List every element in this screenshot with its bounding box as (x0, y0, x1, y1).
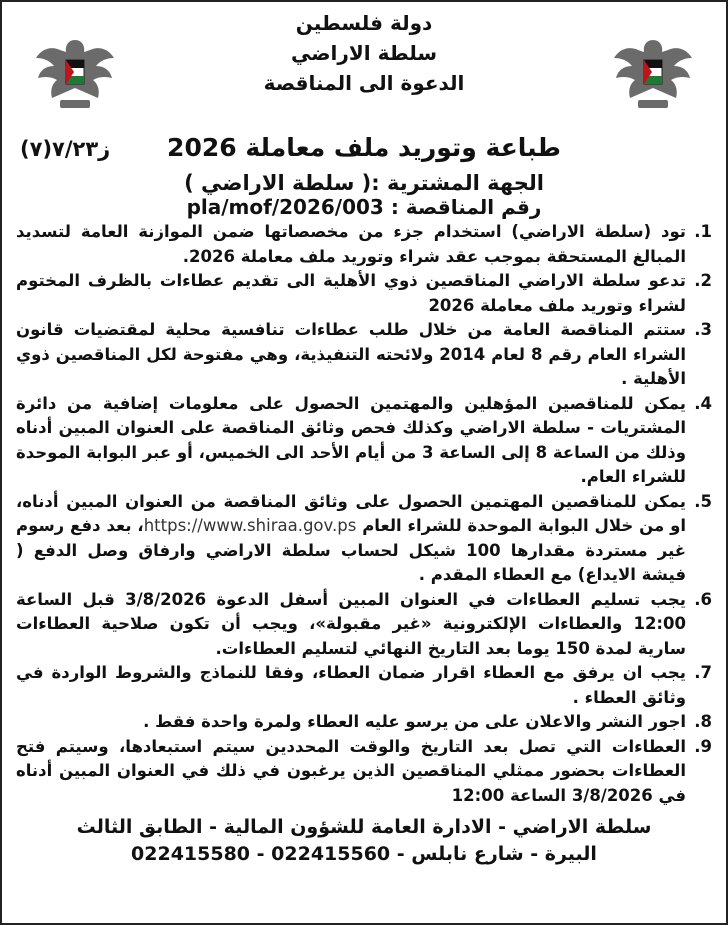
page-title: طباعة وتوريد ملف معاملة 2026 (167, 133, 561, 162)
item-text: يمكن للمناقصين المؤهلين والمهتمين الحصول على معلومات إضافية من دائرة المشتريات - سلطة الاراضي وكذلك فحص وثائق المناقصة على العنوان المبين أدناه وذلك من الساعة 8 إلى الساعة 3 من أيام الأحد الى الخميس، أو عبر البوابة الموحدة للشراء العام. (16, 393, 686, 486)
state-name: دولة فلسطين (295, 11, 433, 35)
item-number: 8. (694, 712, 712, 731)
item-text: ستتم المناقصة العامة من خلال طلب عطاءات تنافسية محلية لمقتضيات قانون الشراء العام رقم 8 لعام 2014 ولائحته التنفيذية، وهي مفتوحة لكل المناقصين ذوي الأهلية . (16, 320, 686, 388)
list-item (16, 392, 712, 490)
footer-address (16, 814, 712, 868)
title-row (16, 128, 712, 168)
item-number: 7. (694, 663, 712, 682)
authority-name: سلطة الاراضي (290, 41, 438, 65)
item-text: تدعو سلطة الاراضي المناقصين ذوي الأهلية الى تقديم عطاءات بالظرف المختوم لشراء وتوريد ملف معاملة 2026 (16, 271, 686, 315)
list-item (16, 269, 712, 318)
list-item (16, 220, 712, 269)
footer-department: سلطة الاراضي - الادارة العامة للشؤون المالية - الطابق الثالث (76, 816, 652, 838)
terms-list (16, 220, 712, 808)
item-number: 9. (694, 736, 712, 756)
tender-number-label: رقم المناقصة : (390, 195, 542, 219)
list-item (16, 661, 712, 710)
item-number: 4. (694, 393, 712, 413)
tender-number: pla/mof/2026/003 (186, 195, 384, 219)
buyer-line: الجهة المشترية :( سلطة الاراضي ) (184, 171, 544, 195)
item-number: 5. (694, 491, 712, 511)
shiraa-portal-link[interactable]: https://www.shiraa.gov.ps (143, 516, 357, 535)
footer-contact: البيرة - شارع نابلس - 022415560 - 022415580 (131, 843, 597, 865)
item-number: 2. (694, 271, 712, 290)
header (16, 8, 712, 126)
item-text: يمكن للمناقصين المهتمين الحصول على وثائق المناقصة من العنوان المبين أدناه، او من خلال البوابة الموحدة للشراء العام (16, 491, 687, 535)
item-number: 3. (694, 320, 712, 339)
item-text: تود (سلطة الاراضي) استخدام جزء من مخصصاتها ضمن الموازنة العامة لتسديد المبالغ المستحقة بموجب عقد شراء وتوريد ملف معاملة 2026. (16, 222, 686, 266)
header-lines (166, 8, 562, 98)
list-item (16, 735, 712, 809)
tender-number-line (16, 196, 712, 218)
item-text: العطاءات التي تصل بعد التاريخ والوقت المحددين سيتم استبعادها، وسيتم فتح العطاءات بحضور ممثلي المناقصين الذين يرغبون في ذلك في العنوان المبين أدناه في 3/8/2026 الساعة 12:00 (16, 736, 686, 805)
reference-code: ز٧/٢٣(٧) (20, 137, 111, 161)
list-item: 5. يمكن للمناقصين المهتمين الحصول على وثائق المناقصة من العنوان المبين أدناه، او من خلال البوابة الموحدة للشراء العام https://www.shiraa.gov.ps، بعد دفع رسوم غير مستردة مقدارها 100 شيكل لحساب سلطة الاراضي وارفاق وصل الدفع ( فيشة الايداع) مع العطاء المقدم . (16, 491, 712, 584)
item-number: 1. (694, 222, 712, 241)
item-number: 6. (694, 589, 712, 609)
item-text: يجب ان يرفق مع العطاء اقرار ضمان العطاء، وفقا للنماذج والشروط الواردة في وثائق العطاء . (16, 663, 686, 707)
item-text: يجب تسليم العطاءات في العنوان المبين أسفل الدعوة 3/8/2026 قبل الساعة 12:00 والعطاءات الإلكترونية «غير مقبولة»، ويجب أن تكون صلاحية العطاءات سارية لمدة 150 يوما بعد التاريخ النهائي لتسليم العطاءات. (16, 589, 686, 658)
item-text: اجور النشر والاعلان على من يرسو عليه العطاء ولمرة واحدة فقط . (143, 712, 686, 731)
list-item (16, 588, 712, 662)
palestine-emblem-icon (608, 28, 698, 118)
item-text: بعد دفع رسوم غير مستردة مقدارها 100 شيكل لحساب سلطة الاراضي وارفاق وصل الدفع ( فيشة الايداع) مع العطاء المقدم . (16, 516, 686, 584)
palestine-emblem-icon (30, 28, 120, 118)
list-item (16, 710, 712, 735)
invitation-heading: الدعوة الى المناقصة (263, 71, 465, 95)
list-item (16, 318, 712, 392)
